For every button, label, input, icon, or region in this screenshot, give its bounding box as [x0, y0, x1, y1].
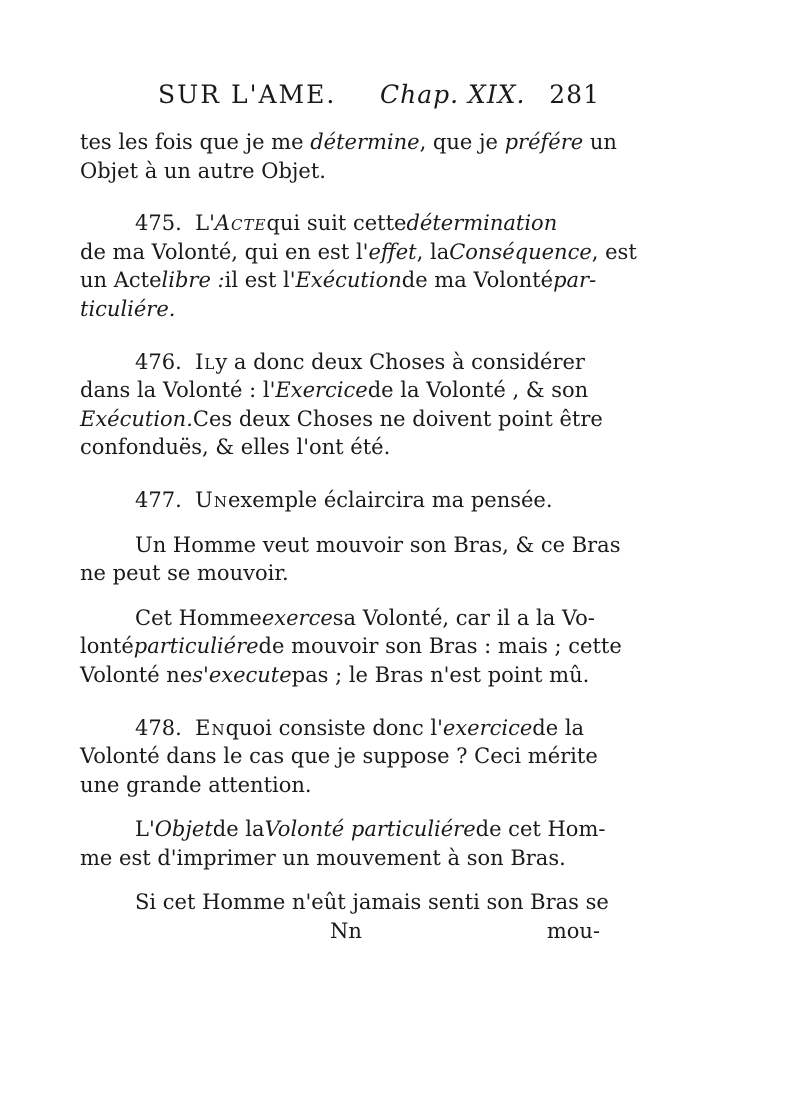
paragraph-number: 475. [135, 211, 182, 236]
body-text [80, 128, 637, 946]
paragraph-number: 476. [135, 349, 182, 374]
paragraph-477: 477. Un exemple éclaircira ma pensée. [80, 486, 600, 515]
text-line: une grande attention. [80, 772, 312, 797]
text-line: un Acte libre : il est l' Exécution de ma Volonté par- [80, 268, 597, 293]
text-line: confonduës, & elles l'ont été. [80, 435, 391, 460]
catchword: mou- [546, 919, 600, 944]
text-line: lonté particuliére de mouvoir son Bras : mais ; cette [80, 634, 622, 659]
text-line: L' Objet de la Volonté particuliére de cet Hom- [135, 817, 606, 842]
text-line: Un Homme veut mouvoir son Bras, & ce Bras [135, 532, 621, 557]
text-line: Volonté dans le cas que je suppose ? Ceci mérite [80, 744, 598, 769]
text-line: tes les fois que je me détermine, que je préfére un [80, 130, 617, 154]
text-line: Volonté ne s'execute pas ; le Bras n'est point mû. [80, 662, 590, 687]
text-line: de ma Volonté, qui en est l' effet , la Conséquence , est [80, 239, 637, 264]
text-line: ne peut se mouvoir. [80, 561, 289, 586]
text-line: dans la Volonté : l' Exercice de la Volonté , & son [80, 378, 589, 403]
paragraph-478: 478. En quoi consiste donc l' exercice de la [80, 714, 600, 743]
paragraph-476: 476. Il y a donc deux Choses à considérer [80, 348, 600, 377]
text-line: Exécution. Ces deux Choses ne doivent point être [80, 406, 603, 431]
signature-line [80, 917, 600, 946]
running-head [158, 80, 600, 114]
text-line: Objet à un autre Objet. [80, 158, 326, 183]
text-line: ticuliére. [80, 296, 176, 321]
signature-mark: Nn [330, 919, 362, 944]
chapter-label: Chap. XIX. [380, 80, 526, 109]
paragraph-number: 478. [135, 715, 182, 740]
text-line: me est d'imprimer un mouvement à son Bras. [80, 845, 566, 870]
page-number: 281 [549, 80, 600, 109]
text-line: Cet Homme exerce sa Volonté, car il a la Vo- [135, 605, 595, 630]
text-line: Si cet Homme n'eût jamais senti son Bras se [135, 890, 609, 915]
paragraph-475: 475. L' Acte qui suit cette détermination [80, 209, 600, 238]
running-title: SUR L'AME. [158, 80, 337, 109]
paragraph-number: 477. [135, 487, 182, 512]
